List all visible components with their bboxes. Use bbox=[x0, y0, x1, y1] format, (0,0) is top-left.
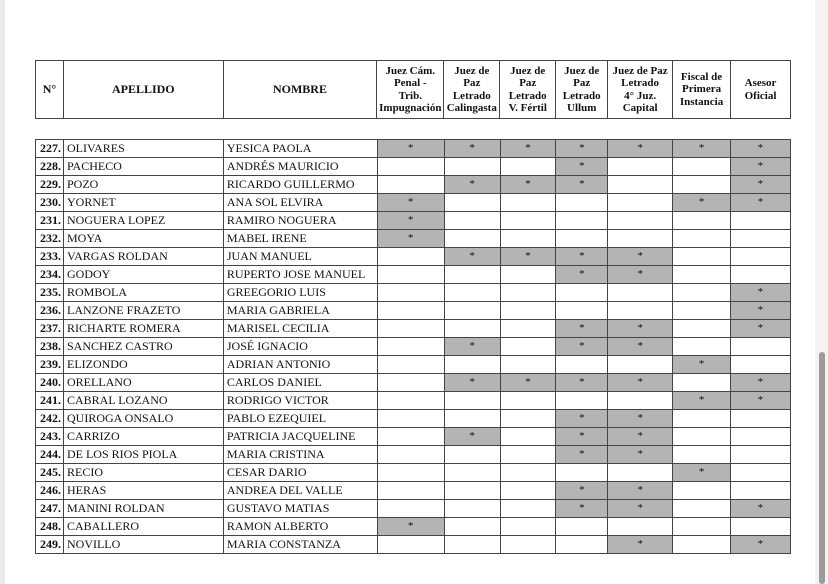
row-nombre: ADRIAN ANTONIO bbox=[223, 356, 377, 374]
header-col-line: Juez de Paz bbox=[612, 64, 668, 77]
row-mark-cell bbox=[556, 284, 608, 302]
table-row bbox=[36, 266, 791, 284]
row-nombre: ANDREA DEL VALLE bbox=[223, 482, 377, 500]
header-col-3 bbox=[500, 61, 556, 119]
header-col-line: Instancia bbox=[679, 95, 724, 108]
row-mark-cell bbox=[444, 230, 500, 248]
row-mark-cell: * bbox=[673, 140, 731, 158]
row-nombre: RODRIGO VICTOR bbox=[223, 392, 377, 410]
row-mark-cell bbox=[673, 320, 731, 338]
row-mark-cell bbox=[500, 446, 556, 464]
row-mark-cell bbox=[608, 176, 673, 194]
header-col-line: 4° Juz. bbox=[624, 89, 657, 102]
table-row bbox=[36, 212, 791, 230]
row-mark-cell bbox=[673, 410, 731, 428]
row-nombre: RICARDO GUILLERMO bbox=[223, 176, 377, 194]
header-num: N° bbox=[36, 61, 64, 119]
header-col-line: Impugnación bbox=[379, 102, 442, 114]
row-mark-cell bbox=[500, 464, 556, 482]
table-row bbox=[36, 284, 791, 302]
row-nombre: PABLO EZEQUIEL bbox=[223, 410, 377, 428]
row-mark-cell bbox=[444, 158, 500, 176]
row-nombre: ANA SOL ELVIRA bbox=[223, 194, 377, 212]
row-mark-cell: * bbox=[377, 518, 444, 536]
row-number: 246. bbox=[36, 482, 64, 500]
row-mark-cell: * bbox=[608, 266, 673, 284]
row-mark-cell bbox=[608, 284, 673, 302]
row-mark-cell bbox=[731, 248, 791, 266]
table-row bbox=[36, 320, 791, 338]
row-mark-cell: * bbox=[377, 212, 444, 230]
row-mark-cell bbox=[556, 464, 608, 482]
row-apellido: NOGUERA LOPEZ bbox=[63, 212, 223, 230]
row-mark-cell: * bbox=[608, 140, 673, 158]
row-mark-cell: * bbox=[556, 176, 608, 194]
header-col-line: Juez Cám. bbox=[385, 64, 436, 77]
row-mark-cell bbox=[556, 518, 608, 536]
row-mark-cell: * bbox=[444, 428, 500, 446]
header-col-5 bbox=[608, 61, 673, 119]
row-mark-cell: * bbox=[444, 140, 500, 158]
header-col-line: Letrado bbox=[508, 89, 547, 102]
row-mark-cell: * bbox=[500, 374, 556, 392]
row-mark-cell bbox=[500, 392, 556, 410]
row-mark-cell bbox=[556, 356, 608, 374]
row-mark-cell: * bbox=[556, 410, 608, 428]
header-col-6 bbox=[673, 61, 731, 119]
row-mark-cell: * bbox=[608, 248, 673, 266]
row-number: 238. bbox=[36, 338, 64, 356]
table-row bbox=[36, 194, 791, 212]
scrollbar-thumb[interactable] bbox=[819, 352, 825, 584]
table-row bbox=[36, 176, 791, 194]
row-mark-cell: * bbox=[444, 176, 500, 194]
row-mark-cell: * bbox=[673, 356, 731, 374]
row-mark-cell bbox=[608, 194, 673, 212]
row-apellido: RECIO bbox=[63, 464, 223, 482]
row-mark-cell bbox=[377, 410, 444, 428]
row-nombre: CARLOS DANIEL bbox=[223, 374, 377, 392]
row-mark-cell bbox=[377, 284, 444, 302]
row-mark-cell bbox=[500, 230, 556, 248]
row-mark-cell bbox=[731, 482, 791, 500]
table-row bbox=[36, 338, 791, 356]
row-nombre: RUPERTO JOSE MANUEL bbox=[223, 266, 377, 284]
row-mark-cell: * bbox=[731, 158, 791, 176]
row-mark-cell bbox=[608, 356, 673, 374]
row-mark-cell bbox=[377, 536, 444, 554]
row-mark-cell bbox=[377, 176, 444, 194]
header-col-2 bbox=[444, 61, 500, 119]
header-col-line: Letrado bbox=[452, 89, 491, 102]
row-mark-cell bbox=[444, 194, 500, 212]
row-mark-cell bbox=[673, 212, 731, 230]
row-mark-cell: * bbox=[608, 320, 673, 338]
table-row bbox=[36, 302, 791, 320]
row-nombre: JUAN MANUEL bbox=[223, 248, 377, 266]
row-mark-cell: * bbox=[556, 338, 608, 356]
header-col-line: Calingasta bbox=[446, 102, 497, 114]
row-number: 243. bbox=[36, 428, 64, 446]
table-row bbox=[36, 410, 791, 428]
row-number: 239. bbox=[36, 356, 64, 374]
header-col-line: Juez de bbox=[510, 64, 546, 77]
row-number: 242. bbox=[36, 410, 64, 428]
row-number: 248. bbox=[36, 518, 64, 536]
row-mark-cell bbox=[444, 302, 500, 320]
row-mark-cell bbox=[377, 374, 444, 392]
row-nombre: RAMON ALBERTO bbox=[223, 518, 377, 536]
row-mark-cell: * bbox=[731, 302, 791, 320]
header-col-line: Capital bbox=[622, 102, 658, 114]
row-mark-cell: * bbox=[500, 176, 556, 194]
row-mark-cell bbox=[377, 158, 444, 176]
data-table bbox=[35, 139, 791, 554]
row-mark-cell bbox=[673, 428, 731, 446]
row-mark-cell: * bbox=[608, 446, 673, 464]
row-mark-cell bbox=[377, 320, 444, 338]
row-mark-cell bbox=[731, 212, 791, 230]
row-number: 228. bbox=[36, 158, 64, 176]
table-row bbox=[36, 140, 791, 158]
table-row bbox=[36, 356, 791, 374]
row-number: 233. bbox=[36, 248, 64, 266]
row-mark-cell bbox=[673, 158, 731, 176]
row-number: 236. bbox=[36, 302, 64, 320]
row-apellido: GODOY bbox=[63, 266, 223, 284]
row-number: 241. bbox=[36, 392, 64, 410]
table-row bbox=[36, 500, 791, 518]
row-apellido: HERAS bbox=[63, 482, 223, 500]
row-mark-cell bbox=[444, 410, 500, 428]
row-number: 247. bbox=[36, 500, 64, 518]
row-mark-cell bbox=[444, 392, 500, 410]
row-number: 227. bbox=[36, 140, 64, 158]
row-mark-cell bbox=[673, 518, 731, 536]
row-mark-cell: * bbox=[608, 338, 673, 356]
row-number: 235. bbox=[36, 284, 64, 302]
row-mark-cell bbox=[673, 176, 731, 194]
row-mark-cell: * bbox=[377, 140, 444, 158]
row-mark-cell bbox=[500, 266, 556, 284]
row-apellido: MOYA bbox=[63, 230, 223, 248]
row-nombre: MARIA CRISTINA bbox=[223, 446, 377, 464]
header-col-line: Letrado bbox=[562, 89, 601, 102]
row-apellido: OLIVARES bbox=[63, 140, 223, 158]
header-col-line: Fiscal de bbox=[680, 70, 723, 83]
row-mark-cell: * bbox=[608, 410, 673, 428]
row-mark-cell bbox=[500, 194, 556, 212]
row-apellido: POZO bbox=[63, 176, 223, 194]
row-mark-cell bbox=[556, 536, 608, 554]
row-mark-cell: * bbox=[731, 392, 791, 410]
row-mark-cell bbox=[500, 410, 556, 428]
table-row bbox=[36, 536, 791, 554]
header-col-line: Paz bbox=[519, 77, 537, 89]
row-nombre: MARIA GABRIELA bbox=[223, 302, 377, 320]
row-number: 245. bbox=[36, 464, 64, 482]
row-mark-cell bbox=[500, 536, 556, 554]
row-mark-cell bbox=[673, 500, 731, 518]
row-mark-cell bbox=[500, 212, 556, 230]
row-mark-cell bbox=[500, 482, 556, 500]
row-mark-cell: * bbox=[673, 392, 731, 410]
row-mark-cell bbox=[608, 518, 673, 536]
row-mark-cell bbox=[500, 320, 556, 338]
row-mark-cell bbox=[673, 266, 731, 284]
row-mark-cell bbox=[608, 212, 673, 230]
row-mark-cell bbox=[500, 338, 556, 356]
row-mark-cell bbox=[500, 356, 556, 374]
row-mark-cell bbox=[377, 500, 444, 518]
row-mark-cell: * bbox=[608, 536, 673, 554]
row-mark-cell: * bbox=[556, 158, 608, 176]
row-mark-cell bbox=[673, 482, 731, 500]
table-row bbox=[36, 374, 791, 392]
table-row bbox=[36, 482, 791, 500]
row-mark-cell: * bbox=[731, 176, 791, 194]
row-mark-cell bbox=[377, 302, 444, 320]
row-mark-cell: * bbox=[556, 482, 608, 500]
header-col-line: Letrado bbox=[621, 77, 660, 89]
row-apellido: LANZONE FRAZETO bbox=[63, 302, 223, 320]
row-nombre: PATRICIA JACQUELINE bbox=[223, 428, 377, 446]
row-mark-cell: * bbox=[731, 500, 791, 518]
row-mark-cell bbox=[444, 320, 500, 338]
row-mark-cell bbox=[377, 338, 444, 356]
row-mark-cell: * bbox=[556, 266, 608, 284]
row-mark-cell bbox=[673, 338, 731, 356]
row-apellido: CABALLERO bbox=[63, 518, 223, 536]
row-mark-cell: * bbox=[556, 446, 608, 464]
row-mark-cell bbox=[556, 194, 608, 212]
row-mark-cell bbox=[444, 536, 500, 554]
row-apellido: CARRIZO bbox=[63, 428, 223, 446]
row-mark-cell bbox=[377, 428, 444, 446]
row-mark-cell: * bbox=[673, 194, 731, 212]
table-row bbox=[36, 464, 791, 482]
row-mark-cell bbox=[608, 392, 673, 410]
row-mark-cell bbox=[731, 428, 791, 446]
header-col-line: Asesor bbox=[744, 77, 777, 89]
row-number: 230. bbox=[36, 194, 64, 212]
row-mark-cell bbox=[377, 392, 444, 410]
row-mark-cell: * bbox=[444, 374, 500, 392]
row-apellido: YORNET bbox=[63, 194, 223, 212]
row-mark-cell bbox=[500, 518, 556, 536]
row-mark-cell: * bbox=[556, 140, 608, 158]
row-mark-cell bbox=[377, 464, 444, 482]
row-mark-cell: * bbox=[731, 536, 791, 554]
row-mark-cell bbox=[377, 356, 444, 374]
row-apellido: ELIZONDO bbox=[63, 356, 223, 374]
row-mark-cell bbox=[377, 482, 444, 500]
row-mark-cell bbox=[377, 446, 444, 464]
header-col-line: V. Fértil bbox=[508, 102, 547, 114]
row-mark-cell bbox=[500, 284, 556, 302]
table-row bbox=[36, 248, 791, 266]
header-col-line: Oficial bbox=[744, 89, 777, 102]
header-table bbox=[35, 60, 791, 119]
row-mark-cell: * bbox=[608, 428, 673, 446]
row-nombre: YESICA PAOLA bbox=[223, 140, 377, 158]
row-mark-cell bbox=[673, 302, 731, 320]
row-apellido: ORELLANO bbox=[63, 374, 223, 392]
header-col-line: Penal - bbox=[393, 77, 427, 89]
row-number: 234. bbox=[36, 266, 64, 284]
row-apellido: SANCHEZ CASTRO bbox=[63, 338, 223, 356]
row-mark-cell: * bbox=[500, 140, 556, 158]
header-col-line: Paz bbox=[463, 77, 481, 89]
row-mark-cell bbox=[673, 446, 731, 464]
header-col-line: Trib. bbox=[398, 89, 422, 102]
row-mark-cell: * bbox=[731, 140, 791, 158]
row-number: 232. bbox=[36, 230, 64, 248]
header-col-4 bbox=[556, 61, 608, 119]
row-mark-cell: * bbox=[377, 194, 444, 212]
header-col-7 bbox=[731, 61, 791, 119]
row-nombre: MABEL IRENE bbox=[223, 230, 377, 248]
row-mark-cell: * bbox=[608, 374, 673, 392]
row-nombre: JOSÉ IGNACIO bbox=[223, 338, 377, 356]
row-nombre: MARISEL CECILIA bbox=[223, 320, 377, 338]
row-mark-cell bbox=[377, 266, 444, 284]
row-apellido: NOVILLO bbox=[63, 536, 223, 554]
header-col-line: Paz bbox=[573, 77, 591, 89]
row-mark-cell bbox=[673, 248, 731, 266]
row-mark-cell bbox=[444, 482, 500, 500]
row-mark-cell bbox=[731, 410, 791, 428]
row-mark-cell: * bbox=[731, 194, 791, 212]
row-mark-cell bbox=[377, 248, 444, 266]
table-row bbox=[36, 230, 791, 248]
row-mark-cell bbox=[444, 500, 500, 518]
row-mark-cell bbox=[500, 428, 556, 446]
row-mark-cell bbox=[444, 356, 500, 374]
row-mark-cell bbox=[731, 266, 791, 284]
row-mark-cell bbox=[444, 284, 500, 302]
row-mark-cell: * bbox=[444, 338, 500, 356]
row-apellido: MANINI ROLDAN bbox=[63, 500, 223, 518]
header-col-1 bbox=[377, 61, 444, 119]
row-mark-cell: * bbox=[608, 500, 673, 518]
row-mark-cell: * bbox=[673, 464, 731, 482]
scrollbar-track[interactable] bbox=[815, 0, 828, 584]
row-number: 229. bbox=[36, 176, 64, 194]
header-col-line: Juez de bbox=[454, 64, 490, 77]
row-mark-cell bbox=[731, 338, 791, 356]
row-mark-cell: * bbox=[731, 374, 791, 392]
row-mark-cell bbox=[500, 500, 556, 518]
row-mark-cell bbox=[500, 158, 556, 176]
table-row bbox=[36, 428, 791, 446]
row-mark-cell bbox=[673, 374, 731, 392]
row-nombre: GREEGORIO LUIS bbox=[223, 284, 377, 302]
row-apellido: CABRAL LOZANO bbox=[63, 392, 223, 410]
row-mark-cell bbox=[608, 230, 673, 248]
row-number: 231. bbox=[36, 212, 64, 230]
row-apellido: ROMBOLA bbox=[63, 284, 223, 302]
row-mark-cell bbox=[673, 230, 731, 248]
row-mark-cell bbox=[444, 518, 500, 536]
row-apellido: DE LOS RIOS PIOLA bbox=[63, 446, 223, 464]
row-number: 237. bbox=[36, 320, 64, 338]
row-mark-cell bbox=[731, 464, 791, 482]
row-mark-cell bbox=[731, 518, 791, 536]
row-mark-cell bbox=[556, 230, 608, 248]
row-nombre: MARIA CONSTANZA bbox=[223, 536, 377, 554]
row-mark-cell: * bbox=[731, 320, 791, 338]
row-mark-cell bbox=[444, 212, 500, 230]
row-mark-cell bbox=[731, 446, 791, 464]
row-mark-cell bbox=[673, 284, 731, 302]
table-row bbox=[36, 392, 791, 410]
row-mark-cell: * bbox=[556, 374, 608, 392]
row-mark-cell bbox=[444, 464, 500, 482]
header-col-line: Primera bbox=[682, 83, 722, 96]
row-number: 240. bbox=[36, 374, 64, 392]
row-mark-cell bbox=[556, 302, 608, 320]
row-number: 249. bbox=[36, 536, 64, 554]
row-mark-cell: * bbox=[556, 428, 608, 446]
header-apellido: APELLIDO bbox=[63, 61, 223, 119]
row-apellido: VARGAS ROLDAN bbox=[63, 248, 223, 266]
row-number: 244. bbox=[36, 446, 64, 464]
row-mark-cell: * bbox=[731, 284, 791, 302]
row-mark-cell: * bbox=[608, 482, 673, 500]
row-mark-cell bbox=[444, 266, 500, 284]
row-mark-cell: * bbox=[556, 320, 608, 338]
row-nombre: GUSTAVO MATIAS bbox=[223, 500, 377, 518]
row-mark-cell: * bbox=[556, 248, 608, 266]
row-mark-cell: * bbox=[500, 248, 556, 266]
header-col-line: Juez de bbox=[564, 64, 600, 77]
row-apellido: RICHARTE ROMERA bbox=[63, 320, 223, 338]
row-mark-cell bbox=[731, 356, 791, 374]
header-nombre: NOMBRE bbox=[223, 61, 377, 119]
row-mark-cell bbox=[500, 302, 556, 320]
row-mark-cell bbox=[556, 212, 608, 230]
table-row bbox=[36, 446, 791, 464]
row-mark-cell: * bbox=[556, 500, 608, 518]
row-mark-cell bbox=[731, 230, 791, 248]
row-apellido: QUIROGA ONSALO bbox=[63, 410, 223, 428]
row-apellido: PACHECO bbox=[63, 158, 223, 176]
header-col-line: Ullum bbox=[567, 102, 597, 114]
row-nombre: CESAR DARIO bbox=[223, 464, 377, 482]
row-mark-cell bbox=[673, 536, 731, 554]
table-row bbox=[36, 518, 791, 536]
row-nombre: RAMIRO NOGUERA bbox=[223, 212, 377, 230]
table-row bbox=[36, 158, 791, 176]
row-mark-cell bbox=[608, 158, 673, 176]
row-mark-cell bbox=[608, 464, 673, 482]
row-mark-cell bbox=[444, 446, 500, 464]
row-mark-cell bbox=[608, 302, 673, 320]
row-mark-cell bbox=[556, 392, 608, 410]
row-nombre: ANDRÉS MAURICIO bbox=[223, 158, 377, 176]
row-mark-cell: * bbox=[444, 248, 500, 266]
row-mark-cell: * bbox=[377, 230, 444, 248]
